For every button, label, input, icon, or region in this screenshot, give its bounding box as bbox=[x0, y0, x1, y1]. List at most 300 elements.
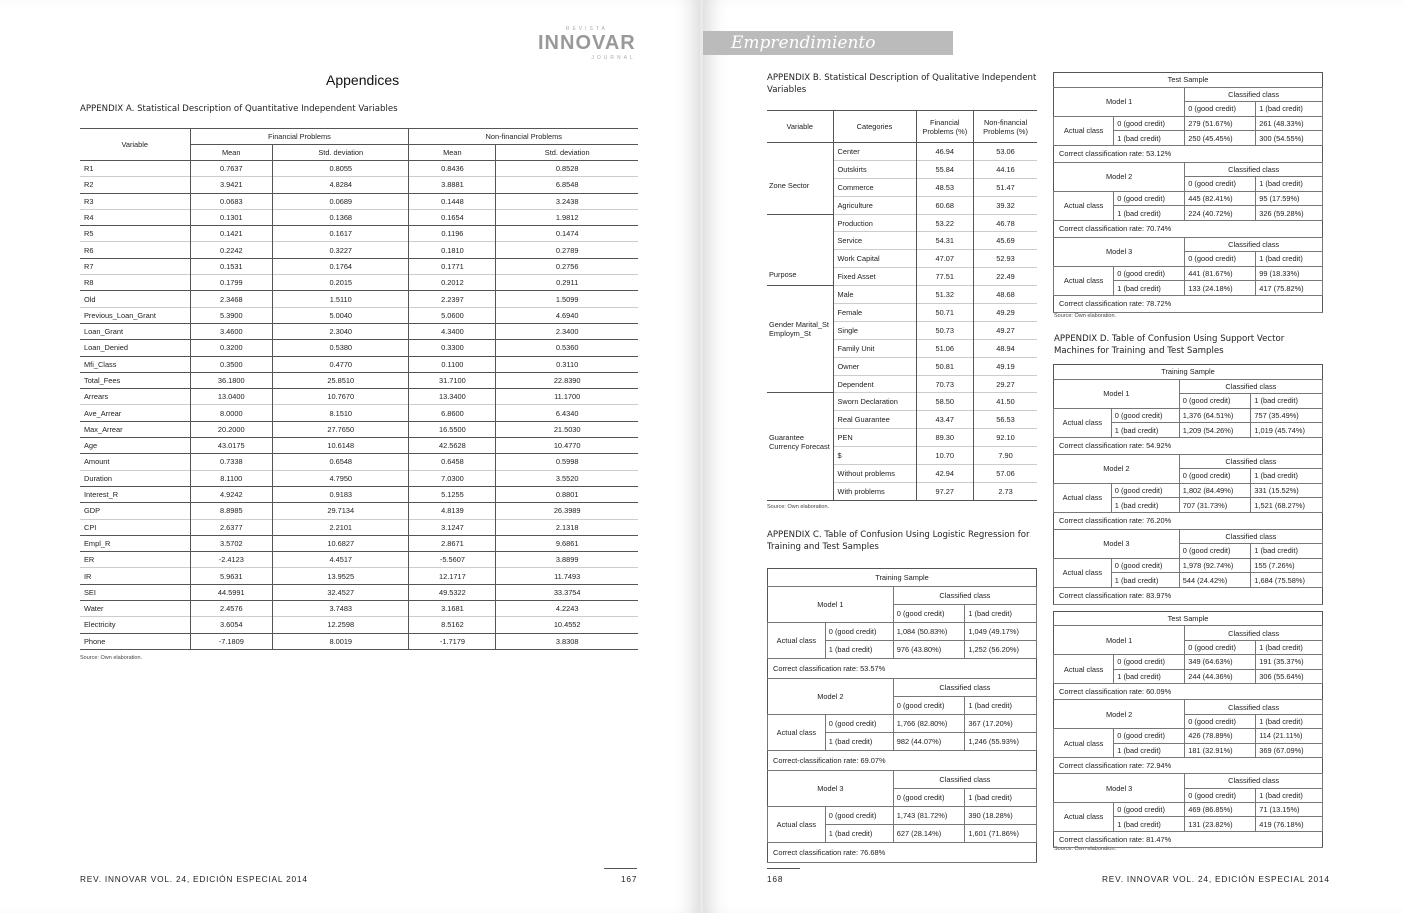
table-cell: 1,084 (50.83%) bbox=[893, 623, 965, 641]
table-cell: 1,019 (45.74%) bbox=[1251, 423, 1323, 438]
row-variable: Electricity bbox=[80, 617, 190, 633]
table-row bbox=[768, 807, 1037, 825]
col-variable: Variable bbox=[80, 129, 190, 161]
row-variable: Water bbox=[80, 601, 190, 617]
actual-label: Actual class bbox=[768, 715, 826, 751]
sample-title: Test Sample bbox=[1054, 73, 1323, 88]
table-cell: 0.1654 bbox=[409, 209, 496, 225]
rate-row bbox=[1054, 587, 1323, 604]
sample-header bbox=[768, 569, 1037, 587]
table-cell: 60.68 bbox=[916, 196, 974, 214]
row-variable: Mfi_Class bbox=[80, 356, 190, 372]
actual-label: Actual class bbox=[1054, 483, 1112, 512]
table-cell: 1,802 (84.49%) bbox=[1179, 483, 1251, 498]
table-cell: 10.70 bbox=[916, 447, 974, 465]
col-sd: Std. deviation bbox=[496, 145, 638, 161]
table-cell: 0.3200 bbox=[190, 340, 273, 356]
table-cell: 0.8528 bbox=[496, 161, 638, 177]
row-category: Single bbox=[833, 321, 916, 339]
table-cell: 49.19 bbox=[974, 357, 1037, 375]
classified-label: Classified class bbox=[893, 587, 1036, 605]
model-row bbox=[1054, 87, 1323, 102]
rate-row bbox=[1054, 757, 1323, 773]
journal-logo-bottom: JOURNAL bbox=[591, 55, 636, 61]
row-variable: GDP bbox=[80, 503, 190, 519]
table-cell: 4.7950 bbox=[273, 470, 409, 486]
table-row bbox=[80, 275, 638, 291]
table-cell: 0.2015 bbox=[273, 275, 409, 291]
row-variable: CPI bbox=[80, 519, 190, 535]
table-row bbox=[767, 286, 1037, 304]
row-category: Without problems bbox=[833, 465, 916, 483]
table-cell: 0.0689 bbox=[273, 193, 409, 209]
bad-label: 1 (bad credit) bbox=[825, 825, 893, 843]
appendix-c-caption: APPENDIX C. Table of Confusion Using Logistic Regression for Training and Test Samples bbox=[767, 530, 1030, 552]
table-cell: 2.3400 bbox=[496, 323, 638, 339]
classification-rate: Correct classification rate: 60.09% bbox=[1054, 683, 1323, 699]
table-cell: 3.5520 bbox=[496, 470, 638, 486]
table-cell: 1,376 (64.51%) bbox=[1179, 408, 1251, 423]
row-variable: ER bbox=[80, 552, 190, 568]
table-cell: 22.49 bbox=[974, 268, 1037, 286]
model-name: Model 2 bbox=[1105, 709, 1133, 719]
table-cell: 46.94 bbox=[916, 143, 974, 161]
appendix-a-table bbox=[80, 128, 638, 650]
table-row bbox=[80, 242, 638, 258]
table-row bbox=[767, 393, 1037, 411]
good-label: 0 (good credit) bbox=[1111, 408, 1179, 423]
table-cell: 0.7338 bbox=[190, 454, 273, 470]
rate-row bbox=[1054, 437, 1323, 454]
table-cell: 4.6940 bbox=[496, 307, 638, 323]
row-category: Family Unit bbox=[833, 339, 916, 357]
table-cell: 44.16 bbox=[974, 160, 1037, 178]
row-variable: Previous_Loan_Grant bbox=[80, 307, 190, 323]
journal-logo-top: REVISTA bbox=[565, 26, 608, 32]
good-label: 0 (good credit) bbox=[825, 623, 893, 641]
good-label: 0 (good credit) bbox=[1114, 116, 1185, 131]
table-cell: 279 (51.67%) bbox=[1185, 116, 1256, 131]
col-categories: Categories bbox=[833, 111, 916, 143]
classified-label: Classified class bbox=[1179, 529, 1322, 544]
bad-label: 1 (bad credit) bbox=[825, 733, 893, 751]
table-cell: 50.71 bbox=[916, 304, 974, 322]
variable-group: Gender Marital_St Employm_St bbox=[767, 286, 833, 393]
model-name: Model 1 bbox=[817, 600, 844, 609]
classified-label: Classified class bbox=[1185, 162, 1323, 177]
bad-label: 1 (bad credit) bbox=[1114, 131, 1185, 146]
row-category: Production bbox=[833, 214, 916, 232]
table-cell: 0.1196 bbox=[409, 226, 496, 242]
table-row bbox=[80, 291, 638, 307]
table-row bbox=[80, 535, 638, 551]
actual-label: Actual class bbox=[768, 807, 826, 843]
table-row bbox=[80, 454, 638, 470]
table-cell: 0.2789 bbox=[496, 242, 638, 258]
table-cell: 0.8055 bbox=[273, 161, 409, 177]
classification-rate: Correct classification rate: 78.72% bbox=[1054, 295, 1323, 312]
table-cell: 2.3040 bbox=[273, 323, 409, 339]
appendix-a-body bbox=[80, 161, 638, 650]
table-cell: -7.1809 bbox=[190, 633, 273, 649]
row-category: Owner bbox=[833, 357, 916, 375]
model-row bbox=[1054, 454, 1323, 469]
table-cell: 27.7650 bbox=[273, 421, 409, 437]
table-row bbox=[1054, 803, 1323, 817]
good-label: 0 (good credit) bbox=[1111, 558, 1179, 573]
model-name: Model 1 bbox=[1103, 389, 1130, 399]
table-cell: 3.6054 bbox=[190, 617, 273, 633]
col-sd: Std. deviation bbox=[273, 145, 409, 161]
table-cell: 0.6548 bbox=[273, 454, 409, 470]
table-cell: 5.3900 bbox=[190, 307, 273, 323]
table-cell: 6.8548 bbox=[496, 177, 638, 193]
appendix-b-caption: APPENDIX B. Statistical Description of Qualitative Independent Variables bbox=[767, 73, 1037, 95]
table-cell: 8.1100 bbox=[190, 470, 273, 486]
row-category: Dependent bbox=[833, 375, 916, 393]
table-cell: 0.3227 bbox=[273, 242, 409, 258]
col-mean: Mean bbox=[190, 145, 273, 161]
table-cell: 0.2911 bbox=[496, 275, 638, 291]
table-cell: 52.93 bbox=[974, 250, 1037, 268]
table-cell: 49.5322 bbox=[409, 584, 496, 600]
table-row bbox=[1054, 558, 1323, 573]
table-row bbox=[80, 633, 638, 649]
table-cell: 3.4600 bbox=[190, 323, 273, 339]
actual-label: Actual class bbox=[1054, 266, 1114, 295]
table-cell: 20.2000 bbox=[190, 421, 273, 437]
table-cell: 3.2438 bbox=[496, 193, 638, 209]
table-row bbox=[768, 623, 1037, 641]
good-label: 0 (good credit) bbox=[1185, 788, 1256, 802]
row-variable: SEI bbox=[80, 584, 190, 600]
table-row bbox=[80, 503, 638, 519]
good-label: 0 (good credit) bbox=[1185, 177, 1256, 192]
table-row bbox=[80, 617, 638, 633]
classification-rate: Correct classification rate: 76.68% bbox=[768, 843, 1037, 863]
table-cell: 47.07 bbox=[916, 250, 974, 268]
table-cell: 8.0000 bbox=[190, 405, 273, 421]
row-variable: R7 bbox=[80, 258, 190, 274]
bad-label: 1 (bad credit) bbox=[1256, 788, 1323, 802]
table-cell: 131 (23.82%) bbox=[1185, 817, 1256, 831]
table-cell: 0.1301 bbox=[190, 209, 273, 225]
row-category: Male bbox=[833, 286, 916, 304]
table-row bbox=[80, 307, 638, 323]
table-cell: 9.6861 bbox=[496, 535, 638, 551]
table-row bbox=[80, 421, 638, 437]
table-cell: 133 (24.18%) bbox=[1185, 281, 1256, 296]
table-cell: 29.27 bbox=[974, 375, 1037, 393]
table-row bbox=[80, 584, 638, 600]
table-cell: 1,049 (49.17%) bbox=[965, 623, 1037, 641]
sample-header bbox=[1054, 73, 1323, 88]
good-label: 0 (good credit) bbox=[825, 807, 893, 825]
good-label: 0 (good credit) bbox=[1185, 252, 1256, 267]
table-cell: 57.06 bbox=[974, 465, 1037, 483]
model-row bbox=[768, 587, 1037, 605]
model-row bbox=[768, 771, 1037, 789]
table-cell: 0.1799 bbox=[190, 275, 273, 291]
classification-rate: Correct classification rate: 70.74% bbox=[1054, 220, 1323, 237]
table-cell: 12.1717 bbox=[409, 568, 496, 584]
row-category: Service bbox=[833, 232, 916, 250]
bad-label: 1 (bad credit) bbox=[1114, 817, 1185, 831]
table-cell: 1.9812 bbox=[496, 209, 638, 225]
table-cell: 1,252 (56.20%) bbox=[965, 641, 1037, 659]
table-cell: 8.8985 bbox=[190, 503, 273, 519]
table-cell: 77.51 bbox=[916, 268, 974, 286]
table-cell: 0.1617 bbox=[273, 226, 409, 242]
row-category: Sworn Declaration bbox=[833, 393, 916, 411]
table-cell: 92.10 bbox=[974, 429, 1037, 447]
model-row bbox=[768, 679, 1037, 697]
table-cell: 441 (81.67%) bbox=[1185, 266, 1256, 281]
table-row bbox=[80, 340, 638, 356]
table-cell: 369 (67.09%) bbox=[1256, 743, 1323, 757]
table-cell: 48.68 bbox=[974, 286, 1037, 304]
table-row bbox=[1054, 655, 1323, 669]
table-cell: 1.5099 bbox=[496, 291, 638, 307]
classified-label: Classified class bbox=[1179, 454, 1322, 469]
table-cell: 2.1318 bbox=[496, 519, 638, 535]
table-row bbox=[80, 519, 638, 535]
table-cell: 99 (18.33%) bbox=[1256, 266, 1323, 281]
table-row bbox=[80, 486, 638, 502]
table-cell: 26.3989 bbox=[496, 503, 638, 519]
table-cell: 89.30 bbox=[916, 429, 974, 447]
rate-row bbox=[768, 843, 1037, 863]
table-cell: 0.1810 bbox=[409, 242, 496, 258]
table-row bbox=[768, 715, 1037, 733]
table-cell: 42.94 bbox=[916, 465, 974, 483]
table-cell: 31.7100 bbox=[409, 372, 496, 388]
table-cell: 10.6148 bbox=[273, 438, 409, 454]
table-cell: 53.22 bbox=[916, 214, 974, 232]
table-row bbox=[80, 226, 638, 242]
table-cell: 0.5998 bbox=[496, 454, 638, 470]
table-row bbox=[80, 438, 638, 454]
good-label: 0 (good credit) bbox=[1114, 191, 1185, 206]
bad-label: 1 (bad credit) bbox=[1256, 640, 1323, 654]
col-nonfinancial: Non-financial Problems (%) bbox=[974, 111, 1037, 143]
classification-rate: Correct classification rate: 53.57% bbox=[768, 659, 1037, 679]
source-note: Source: Own elaboration. bbox=[1054, 313, 1117, 319]
table-cell: 0.1368 bbox=[273, 209, 409, 225]
table-cell: 224 (40.72%) bbox=[1185, 206, 1256, 221]
table-cell: 2.2397 bbox=[409, 291, 496, 307]
table-cell: 0.5380 bbox=[273, 340, 409, 356]
table-cell: 43.47 bbox=[916, 411, 974, 429]
row-category: Commerce bbox=[833, 178, 916, 196]
table-cell: 8.1510 bbox=[273, 405, 409, 421]
model-row bbox=[1054, 237, 1323, 252]
table-row bbox=[1054, 483, 1323, 498]
table-cell: 326 (59.28%) bbox=[1256, 206, 1323, 221]
row-category: With problems bbox=[833, 482, 916, 500]
table-cell: 114 (21.11%) bbox=[1256, 729, 1323, 743]
classification-rate: Correct classification rate: 54.92% bbox=[1054, 437, 1323, 454]
row-variable: R6 bbox=[80, 242, 190, 258]
table-cell: 1,601 (71.86%) bbox=[965, 825, 1037, 843]
sample-header bbox=[1054, 612, 1323, 626]
journal-logo bbox=[538, 26, 636, 61]
table-cell: 97.27 bbox=[916, 482, 974, 500]
table-cell: 627 (28.14%) bbox=[893, 825, 965, 843]
good-label: 0 (good credit) bbox=[1185, 640, 1256, 654]
table-cell: 2.6377 bbox=[190, 519, 273, 535]
table-cell: 2.73 bbox=[974, 482, 1037, 500]
rate-row bbox=[1054, 831, 1323, 847]
actual-label: Actual class bbox=[1054, 191, 1114, 220]
classified-label: Classified class bbox=[1185, 700, 1323, 714]
model-row bbox=[1054, 529, 1323, 544]
page-number: 168 bbox=[767, 874, 784, 884]
bad-label: 1 (bad credit) bbox=[965, 789, 1037, 807]
table-row bbox=[80, 470, 638, 486]
table-cell: 544 (24.42%) bbox=[1179, 573, 1251, 588]
table-cell: 191 (35.37%) bbox=[1256, 655, 1323, 669]
variable-group: Zone Sector bbox=[767, 143, 833, 215]
classified-label: Classified class bbox=[1185, 87, 1323, 102]
sample-header bbox=[1054, 365, 1323, 380]
table-cell: 8.5162 bbox=[409, 617, 496, 633]
table-cell: 367 (17.20%) bbox=[965, 715, 1037, 733]
table-cell: 976 (43.80%) bbox=[893, 641, 965, 659]
journal-logo-name: INNOVAR bbox=[538, 32, 636, 54]
table-cell: 39.32 bbox=[974, 196, 1037, 214]
actual-label: Actual class bbox=[1054, 729, 1114, 758]
model-row bbox=[1054, 700, 1323, 714]
row-category: $ bbox=[833, 447, 916, 465]
good-label: 0 (good credit) bbox=[893, 697, 965, 715]
table-cell: 6.4340 bbox=[496, 405, 638, 421]
row-variable: R5 bbox=[80, 226, 190, 242]
table-cell: 50.81 bbox=[916, 357, 974, 375]
table-row bbox=[80, 258, 638, 274]
table-row bbox=[80, 552, 638, 568]
table-cell: 48.53 bbox=[916, 178, 974, 196]
table-cell: 3.1681 bbox=[409, 601, 496, 617]
table-cell: 417 (75.82%) bbox=[1256, 281, 1323, 296]
model-row bbox=[1054, 379, 1323, 394]
model-row bbox=[1054, 626, 1323, 640]
sample-title: Training Sample bbox=[1054, 365, 1323, 380]
table-cell: 426 (78.89%) bbox=[1185, 729, 1256, 743]
row-variable: Loan_Grant bbox=[80, 323, 190, 339]
appendix-a-caption: APPENDIX A. Statistical Description of Quantitative Independent Variables bbox=[80, 104, 398, 114]
row-variable: Empl_R bbox=[80, 535, 190, 551]
table-row bbox=[767, 214, 1037, 232]
table-cell: 419 (76.18%) bbox=[1256, 817, 1323, 831]
row-variable: Loan_Denied bbox=[80, 340, 190, 356]
bad-label: 1 (bad credit) bbox=[1114, 281, 1185, 296]
table-row bbox=[80, 209, 638, 225]
left-page bbox=[0, 0, 700, 913]
table-row bbox=[1054, 191, 1323, 206]
table-cell: 58.50 bbox=[916, 393, 974, 411]
table-cell: 244 (44.36%) bbox=[1185, 669, 1256, 683]
bad-label: 1 (bad credit) bbox=[1111, 423, 1179, 438]
table-cell: 13.3400 bbox=[409, 389, 496, 405]
table-cell: 0.8801 bbox=[496, 486, 638, 502]
table-cell: 1,246 (55.93%) bbox=[965, 733, 1037, 751]
table-cell: 70.73 bbox=[916, 375, 974, 393]
good-label: 0 (good credit) bbox=[893, 789, 965, 807]
table-cell: 71 (13.15%) bbox=[1256, 803, 1323, 817]
model-name: Model 3 bbox=[1105, 247, 1133, 257]
good-label: 0 (good credit) bbox=[1179, 394, 1251, 409]
confusion-table bbox=[767, 568, 1037, 863]
classification-rate: Correct classification rate: 76.20% bbox=[1054, 512, 1323, 529]
table-cell: 11.7493 bbox=[496, 568, 638, 584]
table-cell: 4.3400 bbox=[409, 323, 496, 339]
table-cell: 51.47 bbox=[974, 178, 1037, 196]
table-cell: 1,521 (68.27%) bbox=[1251, 498, 1323, 513]
table-cell: 349 (64.63%) bbox=[1185, 655, 1256, 669]
table-row bbox=[1054, 408, 1323, 423]
bad-label: 1 (bad credit) bbox=[1256, 102, 1323, 117]
variable-group: Purpose bbox=[767, 214, 833, 286]
row-variable: Old bbox=[80, 291, 190, 307]
table-cell: 55.84 bbox=[916, 160, 974, 178]
col-nonfinancial: Non-financial Problems bbox=[409, 129, 638, 145]
table-cell: 5.0600 bbox=[409, 307, 496, 323]
classified-label: Classified class bbox=[1185, 237, 1323, 252]
table-cell: 2.4576 bbox=[190, 601, 273, 617]
table-cell: 22.8390 bbox=[496, 372, 638, 388]
table-cell: 32.4527 bbox=[273, 584, 409, 600]
model-name: Model 1 bbox=[1105, 635, 1133, 645]
table-row bbox=[80, 372, 638, 388]
table-cell: 0.2012 bbox=[409, 275, 496, 291]
page-number: 167 bbox=[621, 874, 638, 884]
actual-label: Actual class bbox=[1054, 803, 1114, 832]
row-category: Agriculture bbox=[833, 196, 916, 214]
table-cell: 331 (15.52%) bbox=[1251, 483, 1323, 498]
confusion-table bbox=[1053, 611, 1323, 848]
table-cell: 13.9525 bbox=[273, 568, 409, 584]
bad-label: 1 (bad credit) bbox=[1114, 669, 1185, 683]
table-cell: 0.1474 bbox=[496, 226, 638, 242]
table-row bbox=[80, 568, 638, 584]
table-row bbox=[80, 389, 638, 405]
col-variable: Variable bbox=[767, 111, 833, 143]
table-cell: 4.9242 bbox=[190, 486, 273, 502]
bad-label: 1 (bad credit) bbox=[1251, 394, 1323, 409]
table-cell: 0.1100 bbox=[409, 356, 496, 372]
table-cell: 0.6458 bbox=[409, 454, 496, 470]
table-cell: 51.06 bbox=[916, 339, 974, 357]
rate-row bbox=[1054, 145, 1323, 162]
table-cell: 41.50 bbox=[974, 393, 1037, 411]
table-cell: 0.2756 bbox=[496, 258, 638, 274]
table-cell: 53.06 bbox=[974, 143, 1037, 161]
model-name: Model 2 bbox=[1103, 464, 1130, 474]
good-label: 0 (good credit) bbox=[1179, 469, 1251, 484]
table-row bbox=[80, 177, 638, 193]
table-cell: 50.73 bbox=[916, 321, 974, 339]
row-variable: Max_Arrear bbox=[80, 421, 190, 437]
row-variable: Ave_Arrear bbox=[80, 405, 190, 421]
table-row bbox=[767, 143, 1037, 161]
rate-row bbox=[1054, 512, 1323, 529]
rate-row bbox=[768, 751, 1037, 771]
row-variable: R1 bbox=[80, 161, 190, 177]
table-cell: 390 (18.28%) bbox=[965, 807, 1037, 825]
bad-label: 1 (bad credit) bbox=[1111, 573, 1179, 588]
table-cell: 21.5030 bbox=[496, 421, 638, 437]
